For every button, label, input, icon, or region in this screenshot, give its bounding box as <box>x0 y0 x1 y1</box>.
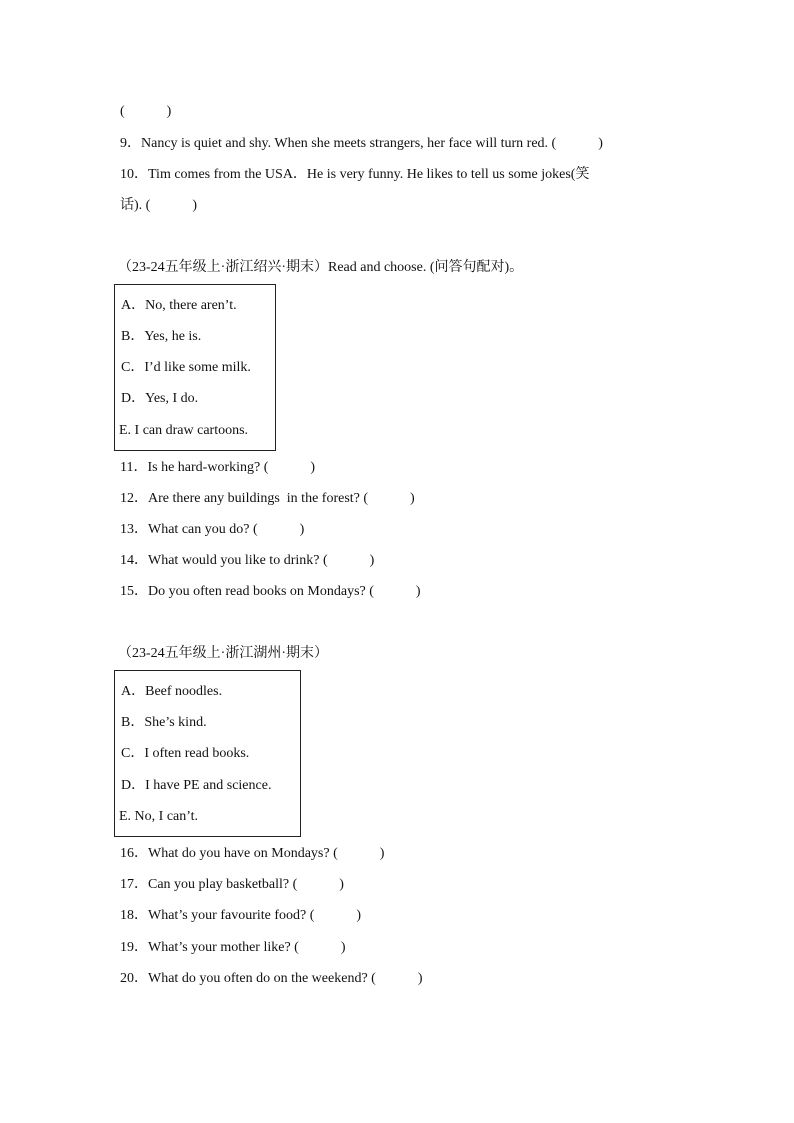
option-a: A．Beef noodles. <box>121 684 223 699</box>
question-13: 13．What can you do? ( ) <box>120 522 305 537</box>
question-12: 12．Are there any buildings in the forest? ( ) <box>120 491 415 506</box>
option-b: B．She’s kind. <box>121 715 207 730</box>
option-d: D．Yes, I do. <box>121 391 199 406</box>
question-9: 9．Nancy is quiet and shy. When she meets strangers, her face will turn red. ( ) <box>120 136 603 151</box>
options-box-shaoxing <box>114 284 276 451</box>
question-19: 19．What’s your mother like? ( ) <box>120 940 346 955</box>
section-heading-shaoxing: （23-24五年级上·浙江绍兴·期末）Read and choose. (问答句配对)。 <box>118 260 524 275</box>
option-c: C．I’d like some milk. <box>121 360 251 375</box>
options-box-huzhou <box>114 670 301 837</box>
option-e: E. I can draw cartoons. <box>119 423 249 438</box>
question-18: 18．What’s your favourite food? ( ) <box>120 908 362 923</box>
option-c: C．I often read books. <box>121 746 250 761</box>
question-10-line-1: 10．Tim comes from the USA．He is very funny. He likes to tell us some jokes(笑 <box>120 167 590 182</box>
question-17: 17．Can you play basketball? ( ) <box>120 877 344 892</box>
option-b: B．Yes, he is. <box>121 329 202 344</box>
answer-blank-line: ( ) <box>120 104 172 119</box>
question-16: 16．What do you have on Mondays? ( ) <box>120 846 385 861</box>
question-10-line-2: 话). ( ) <box>120 198 197 213</box>
section-heading-huzhou: （23-24五年级上·浙江湖州·期末） <box>118 646 328 661</box>
question-11: 11．Is he hard-working? ( ) <box>120 460 316 475</box>
question-15: 15．Do you often read books on Mondays? ( ) <box>120 584 421 599</box>
option-a: A．No, there aren’t. <box>121 298 237 313</box>
question-20: 20．What do you often do on the weekend? ( ) <box>120 971 423 986</box>
option-d: D．I have PE and science. <box>121 778 272 793</box>
option-e: E. No, I can’t. <box>119 809 199 824</box>
question-14: 14．What would you like to drink? ( ) <box>120 553 375 568</box>
